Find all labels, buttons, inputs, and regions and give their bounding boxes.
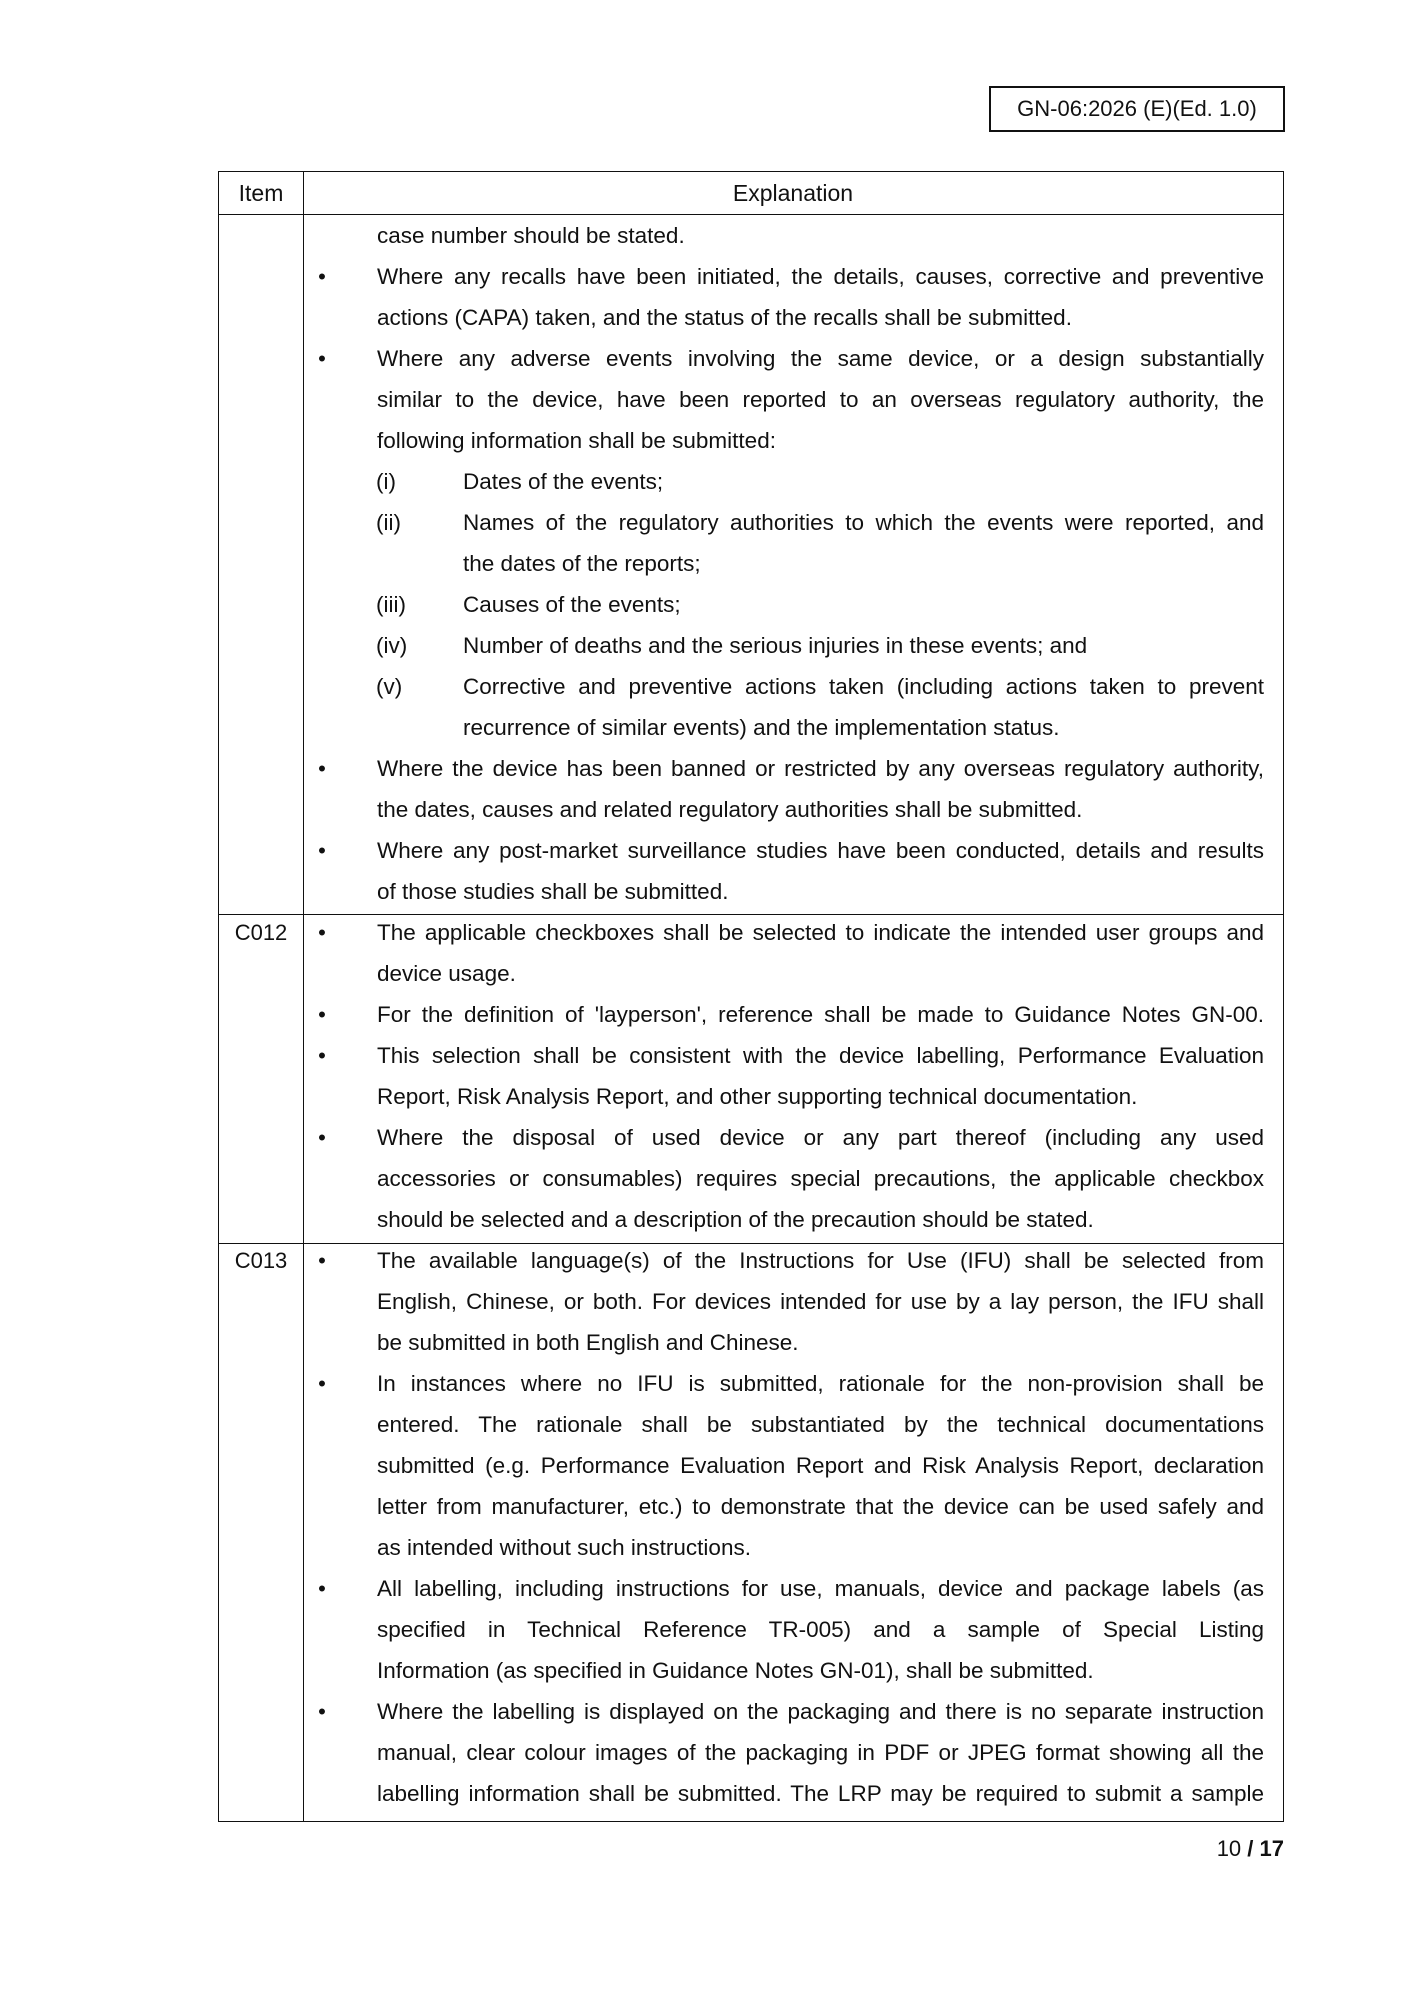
explanation-line: accessories or consumables) requires special precautions, the applicable checkbox: [377, 1166, 1264, 1191]
bullet-marker: •: [318, 1248, 326, 1273]
bullet-marker: •: [318, 1371, 326, 1396]
explanation-line: the dates, causes and related regulatory authorities shall be submitted.: [377, 797, 1083, 822]
bullet-marker: •: [318, 1043, 326, 1068]
explanation-line: Where the disposal of used device or any part thereof (including any used: [377, 1125, 1264, 1150]
explanation-line: submitted (e.g. Performance Evaluation Report and Risk Analysis Report, declaration: [377, 1453, 1264, 1478]
explanation-line: the dates of the reports;: [463, 551, 701, 576]
explanation-line: entered. The rationale shall be substantiated by the technical documentations: [377, 1412, 1264, 1437]
page-number: [1100, 1834, 1284, 1864]
header-item: Item: [238, 180, 284, 206]
explanation-table: [218, 171, 1284, 1822]
explanation-line: device usage.: [377, 961, 516, 986]
explanation-line: For the definition of 'layperson', reference shall be made to Guidance Notes GN-00.: [377, 1002, 1264, 1027]
explanation-line: Where any recalls have been initiated, the details, causes, corrective and preventive: [377, 264, 1264, 289]
bullet-marker: •: [318, 1576, 326, 1601]
explanation-line: Where the labelling is displayed on the packaging and there is no separate instruction: [377, 1699, 1264, 1724]
page-total: / 17: [1247, 1836, 1284, 1861]
explanation-line: similar to the device, have been reported to an overseas regulatory authority, the: [377, 387, 1264, 412]
list-numeral: (iii): [376, 592, 406, 617]
explanation-line: In instances where no IFU is submitted, rationale for the non-provision shall be: [377, 1371, 1264, 1396]
explanation-line: English, Chinese, or both. For devices intended for use by a lay person, the IFU shall: [377, 1289, 1264, 1314]
row-item-code: C013: [234, 1248, 288, 1273]
explanation-line: as intended without such instructions.: [377, 1535, 751, 1560]
explanation-line: Names of the regulatory authorities to which the events were reported, and: [463, 510, 1264, 535]
list-numeral: (i): [376, 469, 396, 494]
row-item-code: C012: [234, 920, 288, 945]
bullet-marker: •: [318, 264, 326, 289]
bullet-marker: •: [318, 1699, 326, 1724]
explanation-line: Where the device has been banned or restricted by any overseas regulatory authority,: [377, 756, 1264, 781]
explanation-line: recurrence of similar events) and the implementation status.: [463, 715, 1060, 740]
explanation-line: of those studies shall be submitted.: [377, 879, 729, 904]
page-current: 10: [1216, 1836, 1242, 1861]
bullet-marker: •: [318, 920, 326, 945]
explanation-line: Dates of the events;: [463, 469, 664, 494]
explanation-line: actions (CAPA) taken, and the status of the recalls shall be submitted.: [377, 305, 1072, 330]
explanation-line: This selection shall be consistent with the device labelling, Performance Evaluation: [377, 1043, 1264, 1068]
explanation-line: Corrective and preventive actions taken (including actions taken to prevent: [463, 674, 1264, 699]
explanation-line: The applicable checkboxes shall be selected to indicate the intended user groups and: [377, 920, 1264, 945]
bullet-marker: •: [318, 838, 326, 863]
bullet-marker: •: [318, 1002, 326, 1027]
list-numeral: (iv): [376, 633, 408, 658]
explanation-line: manual, clear colour images of the packaging in PDF or JPEG format showing all the: [377, 1740, 1264, 1765]
explanation-line: following information shall be submitted:: [377, 428, 776, 453]
explanation-line: specified in Technical Reference TR-005) and a sample of Special Listing: [377, 1617, 1264, 1642]
document-reference-box: GN-06:2026 (E)(Ed. 1.0): [989, 86, 1285, 132]
bullet-marker: •: [318, 756, 326, 781]
explanation-line: The available language(s) of the Instructions for Use (IFU) shall be selected from: [377, 1248, 1264, 1273]
bullet-marker: •: [318, 1125, 326, 1150]
explanation-line: Where any post-market surveillance studies have been conducted, details and results: [377, 838, 1264, 863]
list-numeral: (v): [376, 674, 403, 699]
header-explanation: Explanation: [732, 180, 854, 206]
explanation-line: Number of deaths and the serious injuries in these events; and: [463, 633, 1088, 658]
column-divider: [303, 172, 304, 1821]
explanation-line: should be selected and a description of the precaution should be stated.: [377, 1207, 1094, 1232]
explanation-line: labelling information shall be submitted. The LRP may be required to submit a sample: [377, 1781, 1264, 1806]
explanation-line: case number should be stated.: [377, 223, 685, 248]
explanation-line: All labelling, including instructions for use, manuals, device and package labels (as: [377, 1576, 1264, 1601]
bullet-marker: •: [318, 346, 326, 371]
explanation-line: Information (as specified in Guidance Notes GN-01), shall be submitted.: [377, 1658, 1094, 1683]
explanation-line: letter from manufacturer, etc.) to demonstrate that the device can be used safely and: [377, 1494, 1264, 1519]
explanation-line: Report, Risk Analysis Report, and other supporting technical documentation.: [377, 1084, 1138, 1109]
explanation-line: Causes of the events;: [463, 592, 681, 617]
explanation-line: be submitted in both English and Chinese.: [377, 1330, 799, 1355]
list-numeral: (ii): [376, 510, 401, 535]
explanation-line: Where any adverse events involving the same device, or a design substantially: [377, 346, 1264, 371]
